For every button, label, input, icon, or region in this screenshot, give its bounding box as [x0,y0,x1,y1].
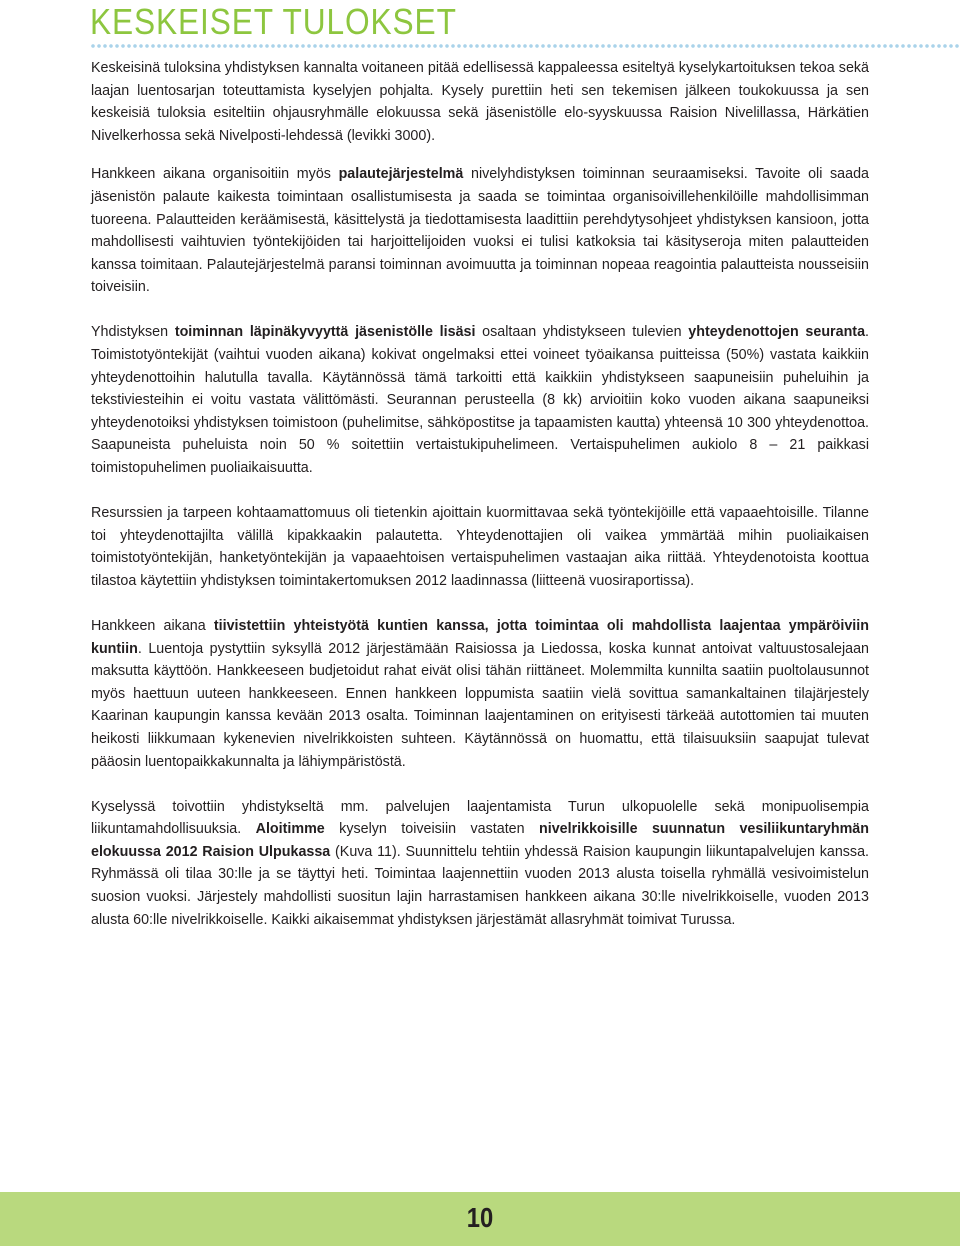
page-number: 10 [466,1202,494,1233]
paragraph-results [91,57,869,147]
paragraph-resources [91,502,869,592]
paragraph-municipal-cooperation [91,615,869,773]
paragraph-feedback-system [91,163,869,299]
text-segment: kyselyn toiveisiin vastaten [324,821,540,838]
footer-band [0,1192,960,1246]
text-segment: Kyselyssä toivottiin yhdistykseltä mm. palvelujen laajentamista Turun ulkopuolelle sekä monipuolisempia liikuntamahdollisuuksia. [91,798,869,838]
page-title: KESKEISET TULOKSET [90,1,457,42]
text-segment: Keskeisinä tuloksina yhdistyksen kannalta voitaneen pitää edellisessä kappaleessa esiteltyä kyselykartoituksen tekoa sekä laajan luentosarjan toteuttamista kyselyjen pohjalta. Kysely purettiin heti sen tekemisen jälkeen toukokuussa ja sen keskeisiä tuloksia esiteltiin ohjausryhmälle elokuussa sekä jäsenistölle elo-syyskuussa Raision Nivelillassa, Härkätien Nivelkerhossa sekä Nivelposti-lehdessä (levikki 3000). [91,60,869,144]
text-segment-bold: nivelrikkoisille suunnatun vesiliikuntaryhmän elokuussa 2012 Raision Ulpukassa [91,821,869,860]
text-segment: . Luentoja pystyttiin syksyllä 2012 järjestämään Raisiossa ja Liedossa, koska kunnat antoivat valtuustosalejaan maksutta käyttöön. Hankkeeseen budjetoidut rahat eivät olisi tähän riittäneet. Molemmilta kunnilta saatiin puoltolausunnot myös haettuun uuteen hankkeeseen. Ennen hankkeen loppumista saatiin vielä sovittua samankaltainen tilajärjestely Kaarinan kaupungin kanssa kevään 2013 osalta. Toiminnan laajentaminen on erityisesti tärkeää autottomien tai muuten heikosti liikkumaan kykenevien nivelrikkoisten suhteen. Käytännössä on huomattu, että tilaisuuksiin saapujat tulevat pääosin luentopaikkakunnalta ja lähiympäristöstä. [91,640,869,770]
paragraph-contact-tracking [91,321,869,479]
text-segment-bold: toiminnan läpinäkyvyyttä jäsenistölle lisäsi [174,324,476,341]
text-segment-bold: Aloitimme [255,821,325,838]
text-segment-bold: tiivistettiin yhteistyötä kuntien kanssa, jotta toimintaa oli mahdollista laajentaa ympäröiviin kuntiin [91,617,869,657]
paragraph-water-exercise [91,796,869,932]
text-segment-bold: palautejärjestelmä [338,166,464,183]
text-segment: nivelyhdistyksen toiminnan seuraamiseksi. Tavoite oli saada jäsenistön palaute kaikesta toimintaan osallistumisesta ja saada se toimintaa organisoivillehenkilöille mahdollisimman tuoreena. Palautteiden keräämisestä, käsittelystä ja tiedottamisesta laadittiin perehdytysohjeet yhdistyksen kansioon, jotta mahdollisesti vaihtuvien työntekijöiden tai harjoittelijoiden vuoksi ei tulisi katkoksia tai käsityseroja miten palautteiden kanssa toimitaan. Palautejärjestelmä paransi toiminnan avoimuutta ja toiminnan nopeaa reagointia palautteista nousseisiin toiveisiin. [91,166,869,296]
text-segment: Hankkeen aikana organisoitiin myös [91,166,339,183]
text-segment: Resurssien ja tarpeen kohtaamattomuus oli tietenkin ajoittain kuormittavaa sekä työntekijöille että vapaaehtoisille. Tilanne toi yhteydenottajilta välillä kipakkaakin palautetta. Yhteydenottajien oli vaikea ymmärtää mihin puoliaikaisen toimistotyöntekijän, hanketyöntekijän ja vapaaehtoisen vertaispuhelimen vastaajan aika riittää. Yhteydenotoista koottua tilastoa käytettiin yhdistyksen toimintakertomuksen 2012 laadinnassa (liitteenä vuosiraportissa). [91,505,869,589]
text-segment: . Toimistotyöntekijät (vaihtui vuoden aikana) kokivat ongelmaksi ettei voineet työaikansa puitteissa (50%) vastata kaikkiin yhteydenottoihin halutulla tavalla. Käytännössä tämä tarkoitti että kaikkiin yhdistykseen saapuneisiin puheluihin ja tekstiviesteihin ei voitu vastata välittömästi. Seurannan perusteella (8 kk) arvioitiin koko vuoden aikana saapuneiksi yhteydenotoiksi yhdistyksen toimistoon (puhelimitse, sähköpostitse ja tapaamisten kautta) yhteensä 10 300 yhteydenottoa. Saapuneista puheluista noin 50 % soitettiin vertaistukipuhelimeen. Vertaispuhelimen aukiolo 8 – 21 paikkasi toimistopuhelimen puoliaikaisuutta. [91,324,870,476]
dotted-divider [90,43,960,49]
text-segment-bold: yhteydenottojen seuranta [688,324,866,341]
text-segment: osaltaan yhdistykseen tulevien [475,324,689,341]
text-segment: Yhdistyksen [91,324,175,341]
text-segment: Hankkeen aikana [91,617,214,634]
text-segment: (Kuva 11). Suunnittelu tehtiin yhdessä Raision kaupungin liikuntapalvelujen kanssa. Ryhmässä oli tilaa 30:lle ja se täyttyi heti. Toimintaa laajennettiin vuoden 2013 alusta toisella ryhmällä vesivoimistelun suosion vuoksi. Järjestely mahdollisti suositun lajin harrastamisen hankkeen aikana 30:lle nivelrikkoiselle, vuoden 2013 alusta 60:lle nivelrikkoiselle. Kaikki aikaisemmat yhdistyksen järjestämät allasryhmät toimivat Turussa. [91,843,869,928]
body-text [91,57,869,954]
